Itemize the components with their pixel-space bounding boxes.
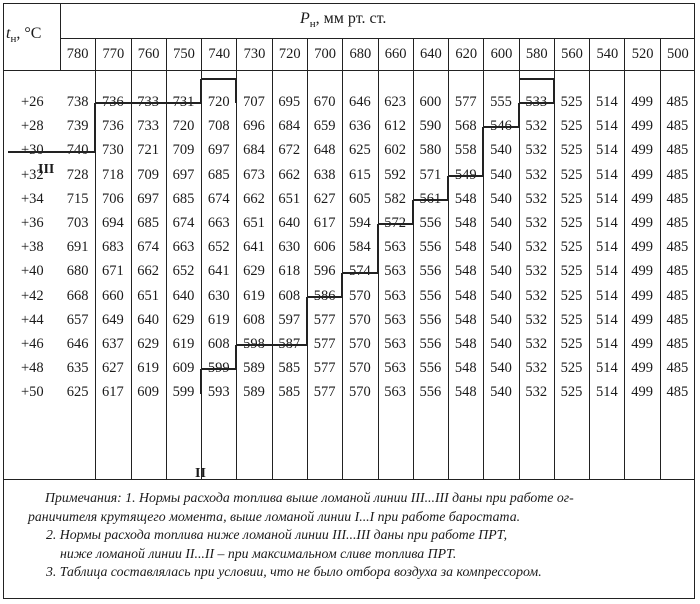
column-header: 740 (201, 38, 236, 70)
table-cell: 570 (348, 360, 371, 377)
table-cell: 697 (207, 142, 230, 159)
line-i-segment (518, 103, 520, 127)
column-header: 770 (95, 38, 130, 70)
table-cell: 694 (102, 215, 124, 231)
line-i-segment (553, 79, 555, 103)
line-i-segment (412, 200, 414, 224)
table-cell: 646 (66, 336, 89, 352)
table-cell: 514 (595, 215, 618, 231)
row-temperature: +46 (21, 336, 44, 352)
t-symbol: t (6, 25, 11, 42)
table-cell: 514 (595, 118, 618, 135)
line-i-segment (447, 176, 449, 200)
column-header: 640 (413, 38, 448, 70)
table-cell: 617 (102, 384, 124, 401)
table-cell: 570 (348, 384, 371, 401)
table-cell: 499 (631, 190, 653, 207)
row-temperature: +42 (21, 287, 44, 304)
table-cell: 629 (172, 311, 195, 328)
table-cell: 593 (207, 384, 230, 401)
line-iii-segment (8, 151, 95, 153)
table-cell: 580 (419, 142, 442, 159)
table-cell: 648 (313, 142, 336, 159)
table-cell: 680 (66, 263, 89, 280)
column-header: 700 (307, 38, 342, 70)
table-cell: 685 (137, 215, 160, 231)
table-cell: 514 (595, 311, 618, 328)
table-cell: 556 (419, 384, 442, 401)
table-cell: 485 (666, 142, 689, 159)
line-i-segment (413, 199, 448, 201)
table-cell: 590 (419, 118, 442, 135)
table-cell: 641 (243, 239, 265, 256)
table-cell: 570 (348, 311, 371, 328)
table-cell: 585 (278, 384, 301, 401)
line-ii-segment (235, 345, 237, 369)
table-cell: 691 (66, 239, 89, 256)
table-cell: 514 (595, 384, 618, 401)
line-i-segment (200, 79, 202, 103)
table-cell: 540 (490, 263, 512, 280)
table-cell: 556 (419, 336, 442, 352)
table-cell: 525 (560, 384, 583, 401)
table-cell: 532 (525, 166, 548, 183)
line-ii-segment (200, 369, 202, 393)
table-cell: 663 (207, 215, 230, 231)
table-cell: 499 (631, 263, 653, 280)
table-cell: 670 (313, 94, 336, 110)
table-cell: 649 (102, 311, 124, 328)
line-i-segment (378, 223, 413, 225)
table-cell: 672 (278, 142, 301, 159)
table-cell: 594 (348, 215, 371, 231)
table-cell: 652 (207, 239, 230, 256)
line-i-segment (235, 79, 237, 103)
table-cell: 684 (278, 118, 301, 135)
table-cell: 646 (348, 94, 371, 110)
note-line-4: ниже ломаной линии II...II – при максимальном сливе топлива ПРТ. (60, 545, 457, 561)
table-cell: 525 (560, 94, 583, 110)
line-i-segment (483, 126, 518, 128)
table-cell: 651 (137, 287, 160, 304)
table-cell: 540 (490, 142, 512, 159)
table-cell: 532 (525, 190, 548, 207)
table-cell: 589 (243, 360, 265, 377)
table-cell: 571 (419, 166, 442, 183)
table-cell: 736 (102, 118, 124, 135)
table-cell: 695 (278, 94, 301, 110)
table-cell: 703 (66, 215, 89, 231)
row-temperature: +40 (21, 263, 44, 280)
table-cell: 499 (631, 239, 653, 256)
row-temperature: +38 (21, 239, 44, 256)
table-cell: 532 (525, 384, 548, 401)
table-cell: 609 (137, 384, 160, 401)
table-cell: 563 (384, 336, 407, 352)
table-cell: 619 (207, 311, 230, 328)
table-cell: 485 (666, 263, 689, 280)
column-header: 750 (166, 38, 201, 70)
table-cell: 485 (666, 311, 689, 328)
table-cell: 652 (172, 263, 195, 280)
table-cell: 514 (595, 239, 618, 256)
table-cell: 540 (490, 190, 512, 207)
table-cell: 625 (348, 142, 371, 159)
table-cell: 577 (313, 384, 336, 401)
line-i-segment (377, 224, 379, 272)
table-cell: 540 (490, 360, 512, 377)
line-i-segment (341, 273, 343, 297)
table-cell: 619 (172, 336, 195, 352)
header-p-label (300, 10, 386, 30)
table-cell: 709 (172, 142, 195, 159)
t-unit: , °С (16, 25, 42, 42)
table-cell: 606 (313, 239, 336, 256)
table-cell: 706 (102, 190, 124, 207)
note-line-5: 3. Таблица составлялась при условии, что не было отбора воздуха за компрессором. (46, 564, 542, 579)
header-bottom-line (3, 70, 695, 71)
note-line-3: 2. Нормы расхода топлива ниже ломаной линии III...III даны при работе ПРТ, (46, 527, 508, 542)
table-cell: 697 (137, 190, 160, 207)
table-cell: 568 (454, 118, 477, 135)
p-unit: , мм рт. ст. (315, 10, 387, 27)
table-cell: 485 (666, 287, 689, 304)
table-cell: 739 (66, 118, 89, 135)
table-cell: 641 (207, 263, 230, 280)
table-cell: 630 (207, 287, 230, 304)
table-cell: 525 (560, 287, 583, 304)
table-cell: 738 (66, 94, 89, 110)
table-cell: 540 (490, 215, 512, 231)
table-cell: 582 (384, 190, 407, 207)
table-cell: 625 (66, 384, 89, 401)
row-temperature: +32 (21, 166, 44, 183)
table-cell: 733 (137, 118, 160, 135)
table-cell: 577 (313, 311, 336, 328)
table-cell: 485 (666, 239, 689, 256)
table-cell: 662 (137, 263, 160, 280)
line-i-segment (201, 78, 236, 80)
table-cell: 548 (454, 360, 477, 377)
table-cell: 627 (102, 360, 124, 377)
table-cell: 608 (207, 336, 230, 352)
line-i-segment (448, 175, 483, 177)
table-cell: 609 (172, 360, 195, 377)
table-cell: 514 (595, 336, 618, 352)
column-header: 780 (66, 46, 89, 62)
note-line-2: раничителя крутящего момента, выше ломаной линии I...I при работе баростата. (28, 508, 521, 524)
table-cell: 671 (102, 263, 124, 280)
table-cell: 674 (207, 190, 230, 207)
column-header: 660 (378, 38, 413, 70)
table-cell: 540 (490, 166, 512, 183)
column-header: 720 (272, 38, 307, 70)
table-cell: 608 (278, 287, 301, 304)
table-cell: 629 (137, 336, 160, 352)
row-temperature: +50 (21, 384, 44, 401)
table-cell: 585 (278, 360, 301, 377)
column-header: 520 (624, 38, 659, 70)
table-cell: 627 (313, 190, 336, 207)
table-cell: 558 (454, 142, 477, 159)
table-cell: 485 (666, 190, 689, 207)
table-cell: 485 (666, 360, 689, 377)
p-subscript: н (309, 18, 316, 31)
column-header: 760 (131, 38, 166, 70)
table-cell: 525 (560, 118, 583, 135)
header-t-label (6, 25, 41, 45)
table-cell: 617 (313, 215, 336, 231)
table-cell: 602 (384, 142, 407, 159)
table-cell: 485 (666, 336, 689, 352)
table-cell: 556 (419, 287, 442, 304)
table-cell: 525 (560, 311, 583, 328)
table-cell: 708 (207, 118, 230, 135)
column-header: 540 (589, 38, 624, 70)
table-cell: 540 (490, 287, 512, 304)
table-cell: 532 (525, 215, 548, 231)
table-cell: 514 (595, 287, 618, 304)
table-cell: 499 (631, 118, 653, 135)
table-cell: 640 (172, 287, 195, 304)
table-cell: 696 (243, 118, 265, 135)
table-cell: 548 (454, 287, 477, 304)
table-cell: 532 (525, 287, 548, 304)
table-cell: 548 (454, 215, 477, 231)
table-cell: 485 (666, 166, 689, 183)
table-cell: 499 (631, 166, 653, 183)
table-cell: 514 (595, 360, 618, 377)
table-cell: 668 (66, 287, 89, 304)
table-cell: 556 (419, 263, 442, 280)
line-i-segment (519, 78, 554, 80)
table-cell: 563 (384, 311, 407, 328)
table-cell: 577 (313, 360, 336, 377)
table-cell: 637 (102, 336, 124, 352)
table-cell: 721 (137, 142, 160, 159)
table-cell: 674 (172, 215, 195, 231)
table-cell: 514 (595, 190, 618, 207)
table-cell: 563 (384, 239, 407, 256)
table-cell: 532 (525, 311, 548, 328)
table-cell: 615 (348, 166, 371, 183)
note-line-1: Примечания: 1. Нормы расхода топлива выше ломаной линии III...III даны при работе ог- (45, 490, 574, 505)
table-cell: 540 (490, 336, 512, 352)
table-cell: 600 (419, 94, 442, 110)
table-cell: 577 (313, 336, 336, 352)
table-cell: 563 (384, 287, 407, 304)
table-cell: 514 (595, 142, 618, 159)
table-cell: 548 (454, 384, 477, 401)
table-cell: 630 (278, 239, 301, 256)
table-cell: 718 (102, 166, 124, 183)
row-temperature: +48 (21, 360, 44, 377)
table-cell: 499 (631, 336, 653, 352)
table-cell: 514 (595, 263, 618, 280)
table-cell: 525 (560, 142, 583, 159)
table-cell: 651 (243, 215, 265, 231)
table-cell: 548 (454, 311, 477, 328)
row-temperature: +26 (21, 94, 44, 110)
line-ii-segment (306, 297, 308, 345)
line-ii-segment (236, 344, 307, 346)
table-cell: 612 (384, 118, 407, 135)
column-header: 680 (342, 38, 377, 70)
table-cell: 499 (631, 287, 653, 304)
table-cell: 659 (313, 118, 336, 135)
table-cell: 619 (243, 287, 265, 304)
line-i-segment (342, 272, 377, 274)
column-header: 560 (554, 38, 589, 70)
line-i-segment (307, 296, 342, 298)
table-cell: 485 (666, 94, 689, 110)
table-cell: 556 (419, 215, 442, 231)
table-cell: 555 (490, 94, 512, 110)
table-cell: 499 (631, 94, 653, 110)
table-cell: 640 (278, 215, 301, 231)
table-cell: 657 (66, 311, 89, 328)
table-cell: 623 (384, 94, 407, 110)
table-cell: 532 (525, 142, 548, 159)
table-cell: 707 (243, 94, 265, 110)
table-cell: 563 (384, 384, 407, 401)
table-cell: 514 (595, 166, 618, 183)
table-cell: 485 (666, 215, 689, 231)
line-ii-segment (201, 368, 236, 370)
table-cell: 540 (490, 239, 512, 256)
table-cell: 720 (207, 94, 230, 110)
table-cell: 577 (454, 94, 477, 110)
table-cell: 596 (313, 263, 336, 280)
column-header: 730 (236, 38, 271, 70)
table-cell: 563 (384, 360, 407, 377)
table-cell: 584 (348, 239, 371, 256)
table-cell: 525 (560, 166, 583, 183)
line-i-segment (482, 127, 484, 175)
table-cell: 715 (66, 190, 89, 207)
table-cell: 556 (419, 311, 442, 328)
table-cell: 570 (348, 287, 371, 304)
t-subscript: н (10, 33, 17, 46)
table-cell: 673 (243, 166, 265, 183)
table-cell: 532 (525, 360, 548, 377)
table-cell: 638 (313, 166, 336, 183)
table-cell: 525 (560, 263, 583, 280)
table-cell: 709 (137, 166, 160, 183)
column-header: 580 (519, 38, 554, 70)
table-cell: 618 (278, 263, 301, 280)
table-cell: 674 (137, 239, 160, 256)
table-cell: 663 (172, 239, 195, 256)
line-label-iii: III (38, 162, 55, 177)
table-cell: 683 (102, 239, 124, 256)
table-cell: 540 (490, 311, 512, 328)
table-cell: 525 (560, 360, 583, 377)
p-symbol: P (300, 10, 310, 27)
table-cell: 499 (631, 311, 653, 328)
table-cell: 532 (525, 263, 548, 280)
table-cell: 532 (525, 118, 548, 135)
row-temperature: +28 (21, 118, 44, 135)
table-cell: 685 (207, 166, 230, 183)
line-label-ii: II (195, 466, 206, 481)
table-cell: 563 (384, 263, 407, 280)
table-cell: 636 (348, 118, 371, 135)
line-i-segment (131, 102, 202, 104)
table-cell: 548 (454, 263, 477, 280)
table-cell: 548 (454, 239, 477, 256)
table-cell: 608 (243, 311, 265, 328)
table-cell: 499 (631, 384, 653, 401)
table-cell: 499 (631, 360, 653, 377)
table-cell: 697 (172, 166, 195, 183)
table-cell: 499 (631, 142, 653, 159)
row-temperature: +44 (21, 311, 44, 328)
row-temperature: +34 (21, 190, 44, 207)
table-cell: 640 (137, 311, 160, 328)
table-cell: 651 (278, 190, 301, 207)
table-cell: 720 (172, 118, 195, 135)
table-cell: 485 (666, 118, 689, 135)
row-temperature: +36 (21, 215, 44, 231)
table-cell: 570 (348, 336, 371, 352)
table-cell: 525 (560, 239, 583, 256)
table-cell: 599 (172, 384, 195, 401)
table-cell: 540 (490, 384, 512, 401)
table-cell: 556 (419, 360, 442, 377)
table-cell: 619 (137, 360, 160, 377)
table-cell: 532 (525, 239, 548, 256)
table-cell: 514 (595, 94, 618, 110)
line-iii-segment (95, 102, 130, 104)
table-cell: 605 (348, 190, 371, 207)
table-cell: 525 (560, 336, 583, 352)
table-cell: 629 (243, 263, 265, 280)
table-cell: 597 (278, 311, 301, 328)
table-cell: 662 (243, 190, 265, 207)
column-header: 620 (448, 38, 483, 70)
table-cell: 730 (102, 142, 124, 159)
line-i-segment (519, 102, 554, 104)
notes-separator (3, 479, 695, 480)
table-cell: 556 (419, 239, 442, 256)
table-cell: 685 (172, 190, 195, 207)
column-header: 500 (660, 38, 695, 70)
column-header: 600 (483, 38, 518, 70)
table-cell: 532 (525, 336, 548, 352)
table-cell: 684 (243, 142, 265, 159)
table-cell: 728 (66, 166, 89, 183)
table-cell: 589 (243, 384, 265, 401)
table-cell: 592 (384, 166, 407, 183)
table-cell: 660 (102, 287, 124, 304)
table-cell: 525 (560, 190, 583, 207)
table-cell: 662 (278, 166, 301, 183)
line-iii-segment (94, 103, 96, 151)
table-cell: 635 (66, 360, 89, 377)
table-cell: 548 (454, 336, 477, 352)
table-cell: 485 (666, 384, 689, 401)
table-cell: 548 (454, 190, 477, 207)
table-cell: 525 (560, 215, 583, 231)
table-cell: 499 (631, 215, 653, 231)
